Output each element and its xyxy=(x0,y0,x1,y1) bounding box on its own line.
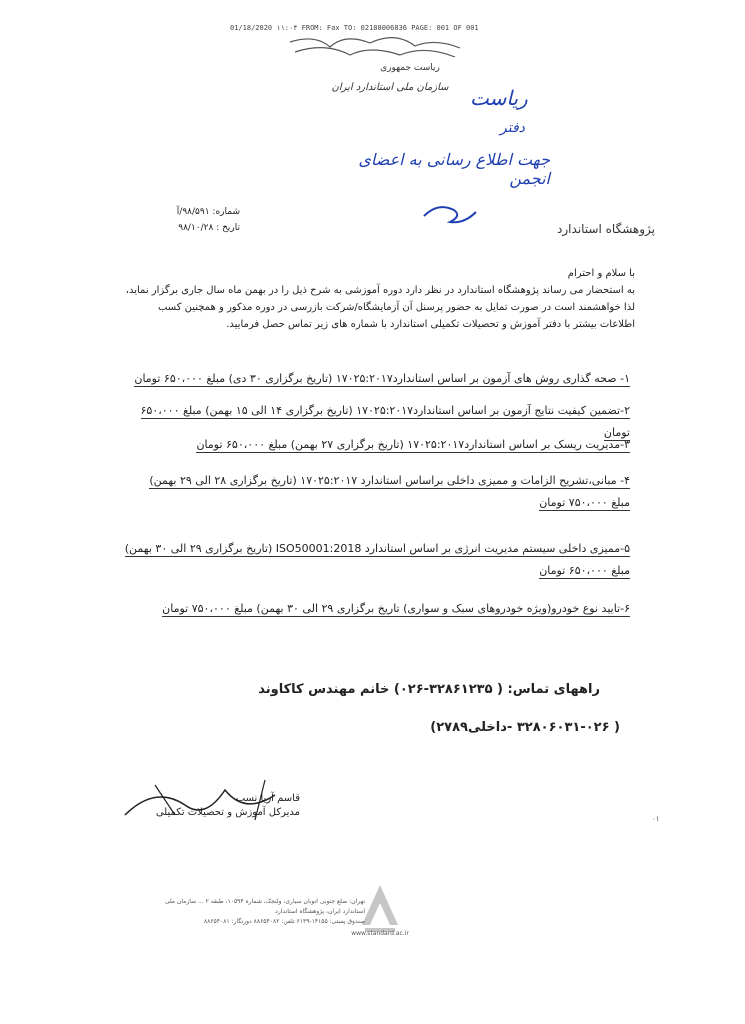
fax-header: 01/18/2020 ۱۱:۰۴ FROM: Fax TO: 02188006836 PAGE: 001 OF 001 xyxy=(230,24,479,32)
course-line: ۶-تایید نوع خودرو(ویژه خودروهای سبک و سواری) تاریخ برگزاری ۲۹ الی ۳۰ بهمن) مبلغ ۷۵۰،۰۰۰ تومان xyxy=(162,602,630,615)
letter-number: شماره: ۹۸/۵۹۱/آ xyxy=(176,207,240,217)
course-line: ۳-مدیریت ریسک بر اساس استاندارد۱۷۰۲۵:۲۰۱۷ (تاریخ برگزاری ۲۷ بهمن) مبلغ ۶۵۰،۰۰۰ تومان xyxy=(196,438,630,451)
letter-body xyxy=(120,265,635,333)
course-line: ۱- صحه گذاری روش های آزمون بر اساس استاندارد۱۷۰۲۵:۲۰۱۷ (تاریخ برگزاری ۳۰ دی) مبلغ ۶۵۰،۰۰۰ تومان xyxy=(134,372,630,385)
course-item xyxy=(120,470,630,514)
handwritten-note-3: جهت اطلاع رسانی به اعضای انجمن xyxy=(358,150,550,188)
letterhead-org: سازمان ملی استاندارد ایران xyxy=(331,82,449,93)
course-line: ۲-تضمین کیفیت نتایج آزمون بر اساس استاندارد۱۷۰۲۵:۲۰۱۷ (تاریخ برگزاری ۱۴ الی ۱۵ بهمن) مبلغ ۶۵۰،۰۰۰ تومان xyxy=(140,404,630,439)
signer-title: مدیرکل آموزش و تحصیلات تکمیلی xyxy=(155,807,300,818)
side-number: ۰۱ xyxy=(652,815,660,823)
course-item xyxy=(120,598,630,620)
contact-line-2: ( ۳۲۸۰۶۰۳۱-۰۲۶ -داخلی۲۷۸۹) xyxy=(430,720,620,735)
signer-name: قاسم آریا نسب xyxy=(235,793,300,804)
contact-line-1: راههای تماس: ( ۳۲۸۶۱۲۳۵-۰۲۶) خانم مهندس کاکاوند xyxy=(258,682,600,697)
institute-name: پژوهشگاه استاندارد xyxy=(557,222,655,236)
footer-website: www.standard.ac.ir xyxy=(351,930,409,937)
course-item xyxy=(120,368,630,390)
letter-date: تاریخ : ۹۸/۱۰/۲۸ xyxy=(178,223,240,233)
signature-block xyxy=(120,792,300,820)
letterhead-emblem xyxy=(270,32,480,110)
course-price: مبلغ ۷۵۰،۰۰۰ تومان xyxy=(539,496,630,509)
body-paragraph: به استحضار می رساند پژوهشگاه استاندارد در نظر دارد دوره آموزشی به شرح ذیل را در بهمن ماه سال جاری برگزار نماید، لذا خواهشمند است در صورت تمایل به حضور پرسنل آن آزمایشگاه/شرکت بازرسی در دوره مذکور و همچنین کسب اطلاعات بیشتر با دفتر آموزش و تحصیلات تکمیلی استاندارد با شماره های زیر تماس حصل فرمایید. xyxy=(125,285,635,330)
course-item xyxy=(120,538,630,582)
letter-reference xyxy=(150,204,240,236)
course-line: ۵-ممیزی داخلی سیستم مدیریت انرژی بر اساس استاندارد ISO50001:2018 (تاریخ برگزاری ۲۹ الی ۳۰ بهمن) xyxy=(124,542,630,555)
footer-address xyxy=(150,897,365,927)
course-price: مبلغ ۶۵۰،۰۰۰ تومان xyxy=(539,564,630,577)
handwritten-note-1: ریاست xyxy=(470,86,528,110)
course-item xyxy=(120,434,630,456)
greeting: با سلام و احترام xyxy=(567,268,635,279)
handwritten-note-2: دفتر xyxy=(500,120,525,136)
course-line: ۴- مبانی،تشریح الزامات و ممیزی داخلی براساس استاندارد ۱۷۰۲۵:۲۰۱۷ (تاریخ برگزاری ۲۸ الی ۲۹ بهمن) xyxy=(149,474,630,487)
letterhead-republic: ریاست جمهوری xyxy=(380,63,440,73)
footer-postal-line: صندوق پستی: ۱۴۱۵۵-۶۱۳۹ تلفن: ۸۸۶۵۴۰۸۲ دورنگار: ۸۸۶۵۴۰۸۱ xyxy=(203,918,365,925)
footer-address-line: تهران: ضلع جنوبی اتوبان سیاری، ولنجک، شماره ۱۰۵۹۴، طبقه ۲ ... سازمان ملی استاندارد ایران، پژوهشگاه استاندارد xyxy=(164,898,365,915)
handwritten-check-mark xyxy=(420,200,480,226)
